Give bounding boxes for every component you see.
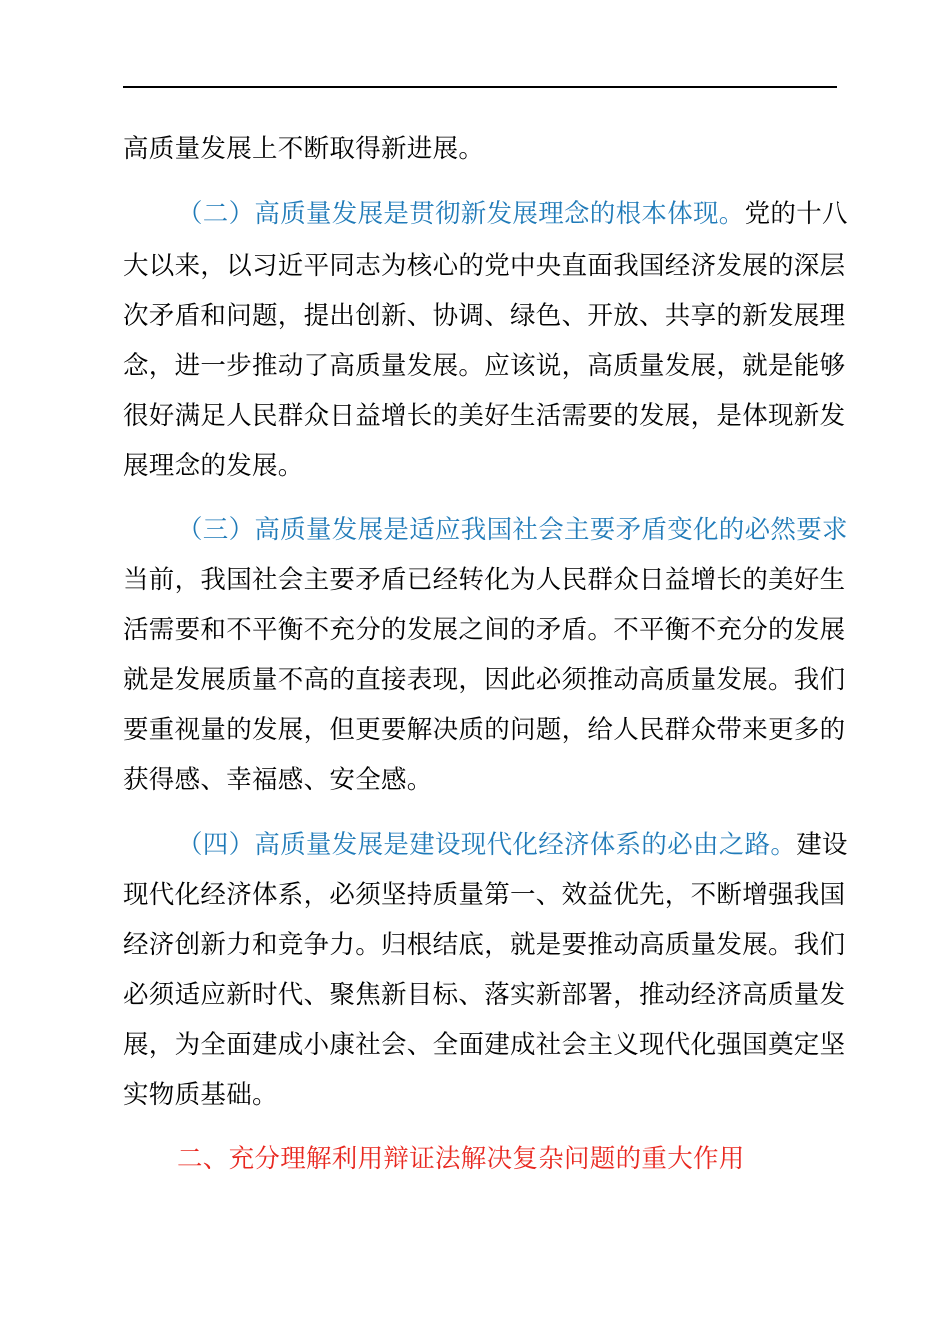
paragraph-line: 获得感、幸福感、安全感。: [123, 765, 433, 795]
paragraph-line: 活需要和不平衡不充分的发展之间的矛盾。不平衡不充分的发展: [123, 615, 846, 645]
paragraph-line: 展，为全面建成小康社会、全面建成社会主义现代化强国奠定坚: [123, 1030, 846, 1060]
subheading-4: （四）高质量发展是建设现代化经济体系的必由之路。: [177, 830, 797, 860]
paragraph-line: 经济创新力和竞争力。归根结底，就是要推动高质量发展。我们: [123, 930, 846, 960]
paragraph-text: 党的十八: [744, 199, 848, 229]
paragraph-line: 要重视量的发展，但更要解决质的问题，给人民群众带来更多的: [123, 715, 846, 745]
paragraph-line: 次矛盾和问题，提出创新、协调、绿色、开放、共享的新发展理: [123, 301, 846, 331]
header-rule: [123, 86, 837, 88]
paragraph-line: 当前，我国社会主要矛盾已经转化为人民群众日益增长的美好生: [123, 565, 846, 595]
paragraph-line: 很好满足人民群众日益增长的美好生活需要的发展，是体现新发: [123, 401, 846, 431]
section-heading: 二、充分理解利用辩证法解决复杂问题的重大作用: [177, 1144, 745, 1174]
paragraph-line: 展理念的发展。: [123, 451, 304, 481]
paragraph-line: 实物质基础。: [123, 1080, 278, 1110]
paragraph-line: 必须适应新时代、聚焦新目标、落实新部署，推动经济高质量发: [123, 980, 846, 1010]
paragraph-line: 大以来，以习近平同志为核心的党中央直面我国经济发展的深层: [123, 251, 846, 281]
paragraph-text: 建设: [796, 830, 848, 860]
subheading-2: （二）高质量发展是贯彻新发展理念的根本体现。: [177, 199, 745, 229]
paragraph-line: 就是发展质量不高的直接表现，因此必须推动高质量发展。我们: [123, 665, 846, 695]
paragraph-line: [177, 197, 848, 231]
paragraph-line: [177, 828, 848, 862]
paragraph-line: 高质量发展上不断取得新进展。: [123, 134, 485, 164]
paragraph-line: 现代化经济体系，必须坚持质量第一、效益优先，不断增强我国: [123, 880, 846, 910]
subheading-3: （三）高质量发展是适应我国社会主要矛盾变化的必然要求: [177, 515, 848, 545]
paragraph-line: 念，进一步推动了高质量发展。应该说，高质量发展，就是能够: [123, 351, 846, 381]
